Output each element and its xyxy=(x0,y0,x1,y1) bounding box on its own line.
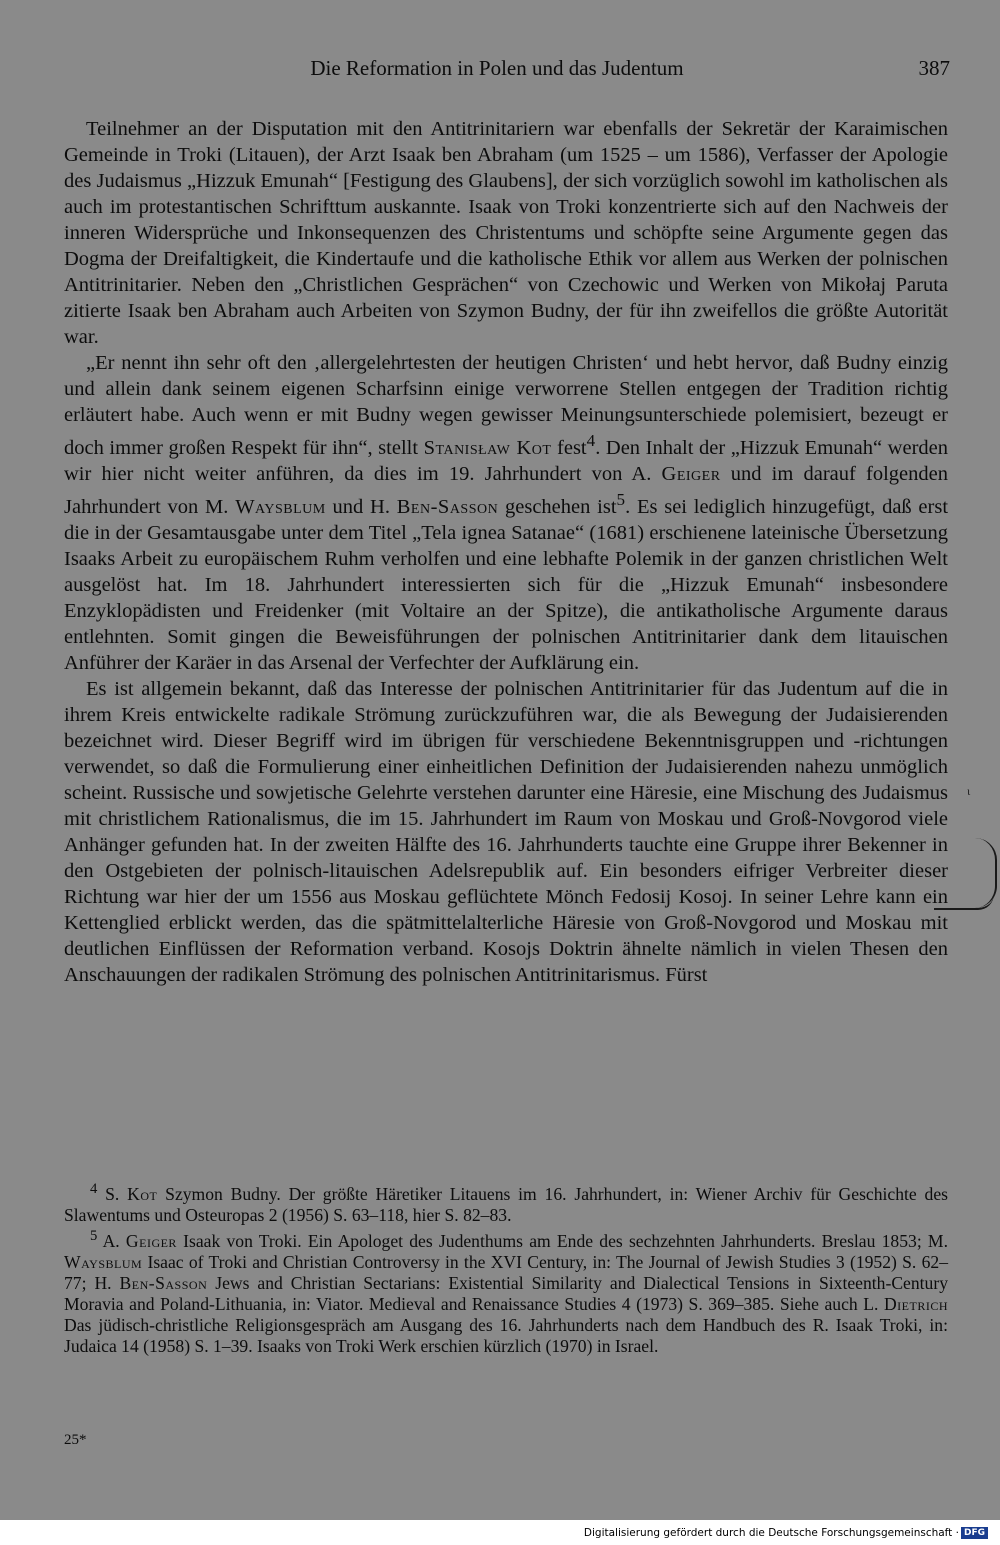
footnote-ref-4: 4 xyxy=(586,431,596,450)
credit-text: Digitalisierung gefördert durch die Deutsche Forschungsgemeinschaft · xyxy=(583,1527,959,1539)
footnote-number: 4 xyxy=(90,1181,98,1197)
footnote-text: Isaak von Troki. Ein Apologet des Judenthums am Ende des sechzehnten Jahrhunderts. Breslau 1853; M. xyxy=(183,1230,948,1251)
margin-tick-mark: ι xyxy=(967,784,971,798)
running-title: Die Reformation in Polen und das Judentum xyxy=(310,56,684,80)
paragraph-2-text: „Er nennt ihn sehr oft den ‚allergelehrtesten der heutigen Christen‘ und hebt hervor, daß Budny einzig und allein dank seinem eigenen Scharfsinn einige verworrene Stellen entgegen der Tradition richtig erläutert habe. Auch wenn er mit Budny wegen gewisser Meinungsunterschiede polemisiert, bezeugt er doch immer großen Respekt für ihn“, stellt xyxy=(64,352,948,459)
author-name: Dietrich xyxy=(883,1293,948,1314)
paragraph-2 xyxy=(64,350,948,676)
paragraph-2-text: . Den Inhalt der „Hizzuk Emunah“ werden wir hier nicht weiter anführen, da dies im 19. Jahrhundert von A. xyxy=(64,436,949,485)
author-name: Ben-Sasson xyxy=(119,1272,208,1293)
author-name: Stanisław Kot xyxy=(423,436,552,459)
author-name: Geiger xyxy=(661,462,721,485)
author-name: Waysblum xyxy=(64,1251,143,1272)
margin-pencil-stroke xyxy=(934,894,994,910)
footnote-4 xyxy=(64,1179,948,1226)
digitization-credit xyxy=(584,1527,988,1539)
paragraph-2-text: und H. xyxy=(332,495,390,518)
paragraph-2-text: und im darauf folgenden Jahrhundert von M. xyxy=(64,462,949,518)
footnote-text: Isaac of Troki and Christian Controversy in the XVI Century, in: The Journal of Jewish Studies 3 (1952) S. 62–77; H. xyxy=(64,1251,948,1293)
paragraph-1: Teilnehmer an der Disputation mit den Antitrinitariern war ebenfalls der Sekretär der Karaimischen Gemeinde in Troki (Litauen), der Arzt Isaak ben Abraham (um 1525 – um 1586), Verfasser der Apologie des Judaismus „Hizzuk Emunah“ [Festigung des Glaubens], der sich vorzüglich sowohl im katholischen als auch im protestantischen Schrifttum auskannte. Isaak von Troki konzentrierte sich auf den Nachweis der inneren Widersprüche und Inkonsequenzen des Christentums und schöpfte seine Argumente gegen das Dogma der Dreifaltigkeit, die Kindertaufe und die katholische Ethik vor allem aus Werken der polnischen Antitrinitarier. Neben den „Christlichen Gesprächen“ von Czechowic und Werken von Mikołaj Paruta zitierte Isaak ben Abraham auch Arbeiten von Szymon Budny, der für ihn zweifellos die größte Autorität war. xyxy=(64,118,948,348)
footnote-text: Jews and Christian Sectarians: Existential Similarity and Dialectical Tensions in Sixteenth-Century Moravia and Poland-Lithuania, in: Viator. Medieval and Renaissance Studies 4 (1973) S. 369–385. Siehe auch L. xyxy=(64,1272,949,1314)
author-name: Kot xyxy=(127,1183,158,1204)
footnote-text: Das jüdisch-christliche Religionsgespräch am Ausgang des 16. Jahrhunderts nach dem Handbuch des R. Isaak Troki, in: Judaica 14 (1958) S. 1–39. Isaaks von Troki Werk erschien kürzlich (1970) in Israel. xyxy=(64,1314,948,1356)
paragraph-2-text: geschehen ist xyxy=(505,495,617,518)
author-name: Geiger xyxy=(125,1230,177,1251)
footnote-ref-5: 5 xyxy=(616,489,626,509)
dfg-logo: DFG xyxy=(961,1527,988,1539)
printer-signature: 25* xyxy=(64,1432,87,1448)
footnote-text: Szymon Budny. Der größte Häretiker Litauens im 16. Jahrhundert, in: Wiener Archiv für Geschichte des Slawentums und Osteuropas 2 (1956) S. 63–118, hier S. 82–83. xyxy=(64,1183,948,1225)
page-number: 387 xyxy=(918,56,950,80)
body-text xyxy=(64,116,948,988)
footnote-text: A. xyxy=(102,1230,120,1251)
paragraph-3: Es ist allgemein bekannt, daß das Interesse der polnischen Antitrinitarier für das Judentum auf die in ihrem Kreis entwickelte radikale Strömung zurückzuführen war, die als Bewegung der Judaisierenden bezeichnet wird. Dieser Begriff wird im übrigen für verschiedene Bekenntnisgruppen und -richtungen verwendet, so daß die Formulierung einer einheitlichen Definition der Judaisierenden nahezu unmöglich scheint. Russische und sowjetische Gelehrte verstehen darunter eine Häresie, eine Mischung des Judaismus mit christlichem Rationalismus, die im 15. Jahrhundert im Raum von Moskau und Groß-Novgorod viele Anhänger gefunden hat. In der zweiten Hälfte des 16. Jahrhunderts tauchte eine Gruppe ihrer Bekenner in den Ostgebieten der polnisch-litauischen Adelsrepublik auf. Ein besonders eifriger Verbreiter dieser Richtung war hier der um 1556 aus Moskau geflüchtete Mönch Fedosij Kosoj. In seiner Lehre kann ein Kettenglied erblickt werden, das die spätmittelalterliche Häresie von Groß-Novgorod und Moskau mit deutlichen Einflüssen der Reformation verband. Kosojs Doktrin ähnelte nämlich in vielen Thesen den Anschauungen der radikalen Strömung des polnischen Antitrinitarismus. Fürst xyxy=(64,677,948,986)
paragraph-2-text: . Es sei lediglich hinzugefügt, daß erst die in der Gesamtausgabe unter dem Titel „Tela ignea Satanae“ (1681) erschienene lateinische Übersetzung Isaaks Arbeit zu europäischem Ruhm verholfen und eine lebhafte Polemik in der ganzen christlichen Welt ausgelöst hat. Im 18. Jahrhundert interessierten sich für die „Hizzuk Emunah“ insbesondere Enzyklopädisten und Freidenker (mit Voltaire an der Spitze), die antikatholische Argumente daraus entlehnten. Somit gingen die Beweisführungen der polnischen Antitrinitarier dank dem litauischen Anführer der Karäer in das Arsenal der Verfechter der Aufklärung ein. xyxy=(64,495,949,674)
footnote-text: S. xyxy=(105,1183,120,1204)
running-header xyxy=(64,56,950,84)
footnote-number: 5 xyxy=(90,1227,98,1244)
footnote-5 xyxy=(64,1226,948,1357)
paragraph-2-text: fest xyxy=(557,436,587,459)
footnotes xyxy=(64,1179,948,1357)
author-name: Waysblum xyxy=(235,495,326,518)
author-name: Ben-Sasson xyxy=(396,495,499,518)
